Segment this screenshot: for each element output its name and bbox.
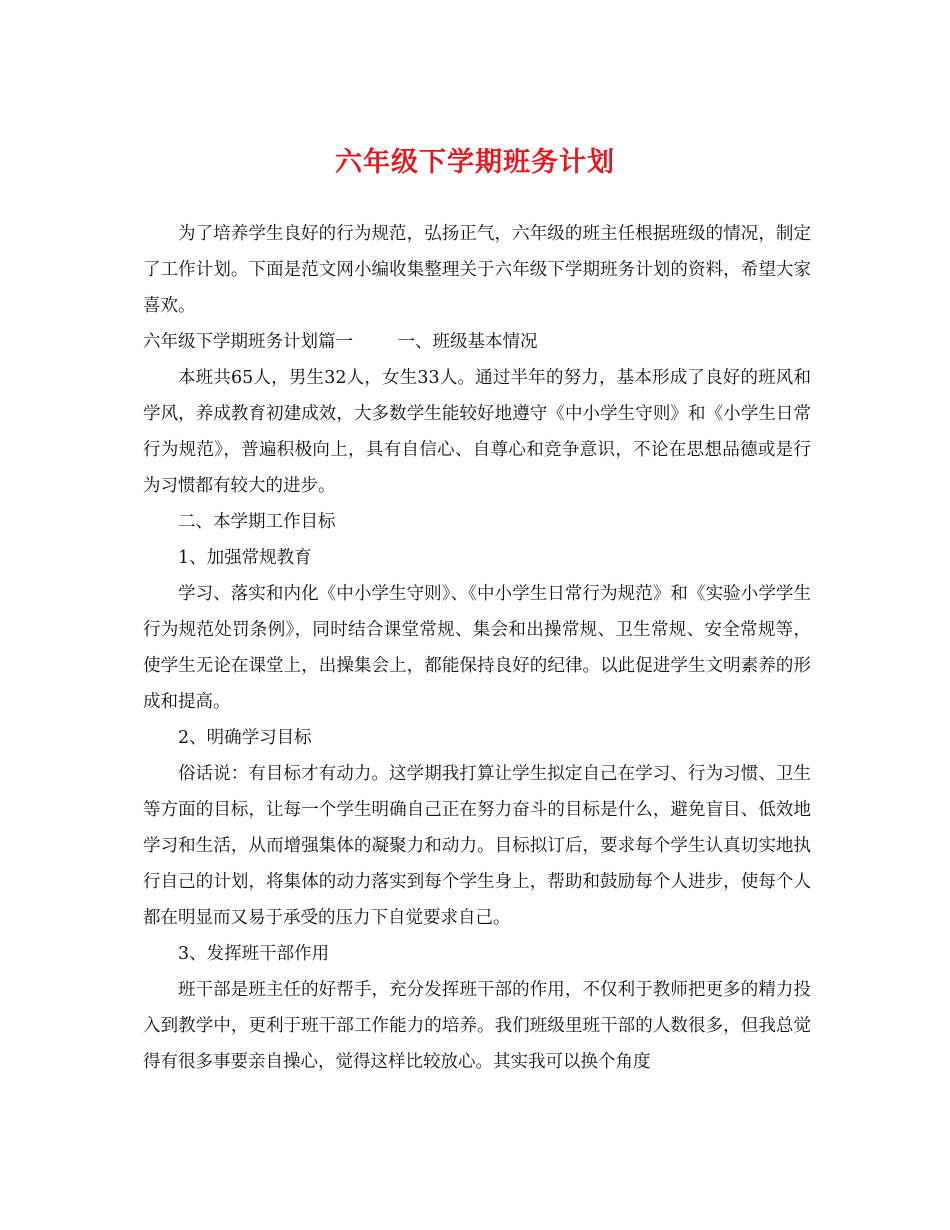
subheading-1: 1、加强常规教育	[178, 548, 312, 568]
paragraph-learning-goals: 俗话说：有目标才有动力。这学期我打算让学生拟定自己在学习、行为习惯、卫生等方面的目标，让每一个学生明确自己正在努力奋斗的目标是什么，避免盲目、低效地学习和生活，从而增强集体的凝聚力和动力。目标拟订后，要求每个学生认真切实地执行自己的计划，将集体的动力落实到每个学生身上，帮助和鼓励每个人进步，使每个人都在明显而又易于承受的压力下自觉要求自己。	[143, 764, 811, 928]
document-title: 六年级下学期班务计划	[335, 147, 615, 178]
paragraph-class-situation: 本班共65人，男生32人，女生33人。通过半年的努力，基本形成了良好的班风和学风，养成教育初建成效，大多数学生能较好地遵守《中小学生守则》和《小学生日常行为规范》，普遍积极向上，具有自信心、自尊心和竞争意识，不论在思想品德或是行为习惯都有较大的进步。	[143, 368, 811, 496]
paragraph-intro: 为了培养学生良好的行为规范，弘扬正气，六年级的班主任根据班级的情况，制定了工作计划。下面是范文网小编收集整理关于六年级下学期班务计划的资料，希望大家喜欢。	[143, 224, 811, 316]
subheading-3: 3、发挥班干部作用	[178, 944, 330, 964]
section-heading-2: 二、本学期工作目标	[178, 512, 336, 532]
section-heading-1: 六年级下学期班务计划篇一 一、班级基本情况	[143, 332, 538, 352]
paragraph-class-cadres: 班干部是班主任的好帮手，充分发挥班干部的作用，不仅利于教师把更多的精力投入到教学中，更利于班干部工作能力的培养。我们班级里班干部的人数很多，但我总觉得有很多事要亲自操心，觉得这样比较放心。其实我可以换个角度	[143, 980, 811, 1072]
document-body	[143, 216, 811, 1080]
paragraph-routine-education: 学习、落实和内化《中小学生守则》、《中小学生日常行为规范》和《实验小学学生行为规范处罚条例》，同时结合课堂常规、集会和出操常规、卫生常规、安全常规等，使学生无论在课堂上，出操集会上，都能保持良好的纪律。以此促进学生文明素养的形成和提高。	[143, 584, 811, 712]
subheading-2: 2、明确学习目标	[178, 728, 312, 748]
